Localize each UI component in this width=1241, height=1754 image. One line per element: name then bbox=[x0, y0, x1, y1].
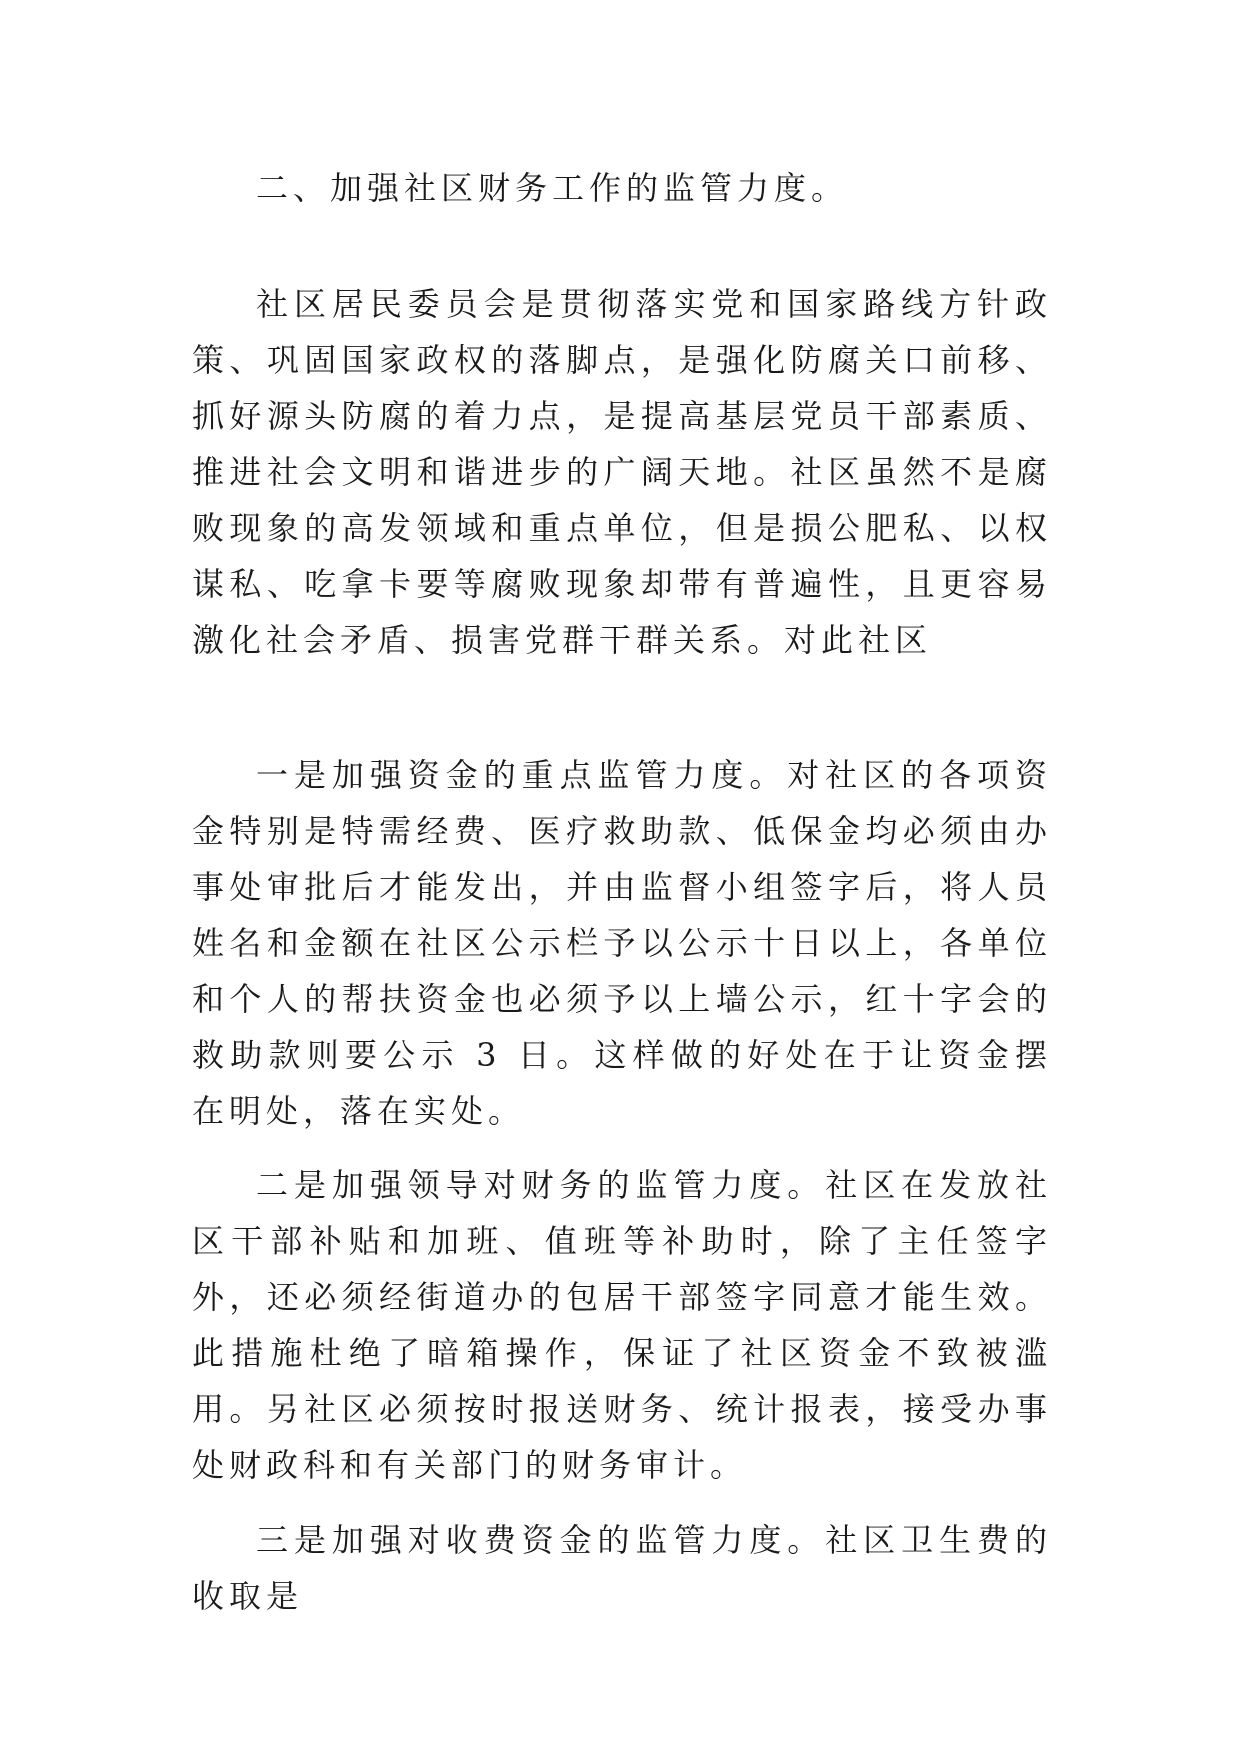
paragraph-intro: 社区居民委员会是贯彻落实党和国家路线方针政策、巩固国家政权的落脚点，是强化防腐关口前移、抓好源头防腐的着力点，是提高基层党员干部素质、推进社会文明和谐进步的广阔天地。社区虽然不是腐败现象的高发领域和重点单位，但是损公肥私、以权谋私、吃拿卡要等腐败现象却带有普遍性，且更容易激化社会矛盾、损害党群干群关系。对此社区 bbox=[192, 285, 1052, 659]
section-heading: 二、加强社区财务工作的监管力度。 bbox=[256, 169, 849, 207]
paragraph-fund-supervision: 一是加强资金的重点监管力度。对社区的各项资金特别是特需经费、医疗救助款、低保金均必须由办事处审批后才能发出，并由监督小组签字后，将人员姓名和金额在社区公示栏予以公示十日以上，各单位和个人的帮扶资金也必须予以上墙公示，红十字会的救助款则要公示 3 日。这样做的好处在于让资金摆在明处，落在实处。 bbox=[192, 756, 1052, 1130]
paragraph-fee-supervision: 三是加强对收费资金的监管力度。社区卫生费的收取是 bbox=[192, 1521, 1052, 1615]
paragraph-leadership-supervision: 二是加强领导对财务的监管力度。社区在发放社区干部补贴和加班、值班等补助时，除了主任签字外，还必须经街道办的包居干部签字同意才能生效。此措施杜绝了暗箱操作，保证了社区资金不致被滥用。另社区必须按时报送财务、统计报表，接受办事处财政科和有关部门的财务审计。 bbox=[192, 1166, 1052, 1484]
